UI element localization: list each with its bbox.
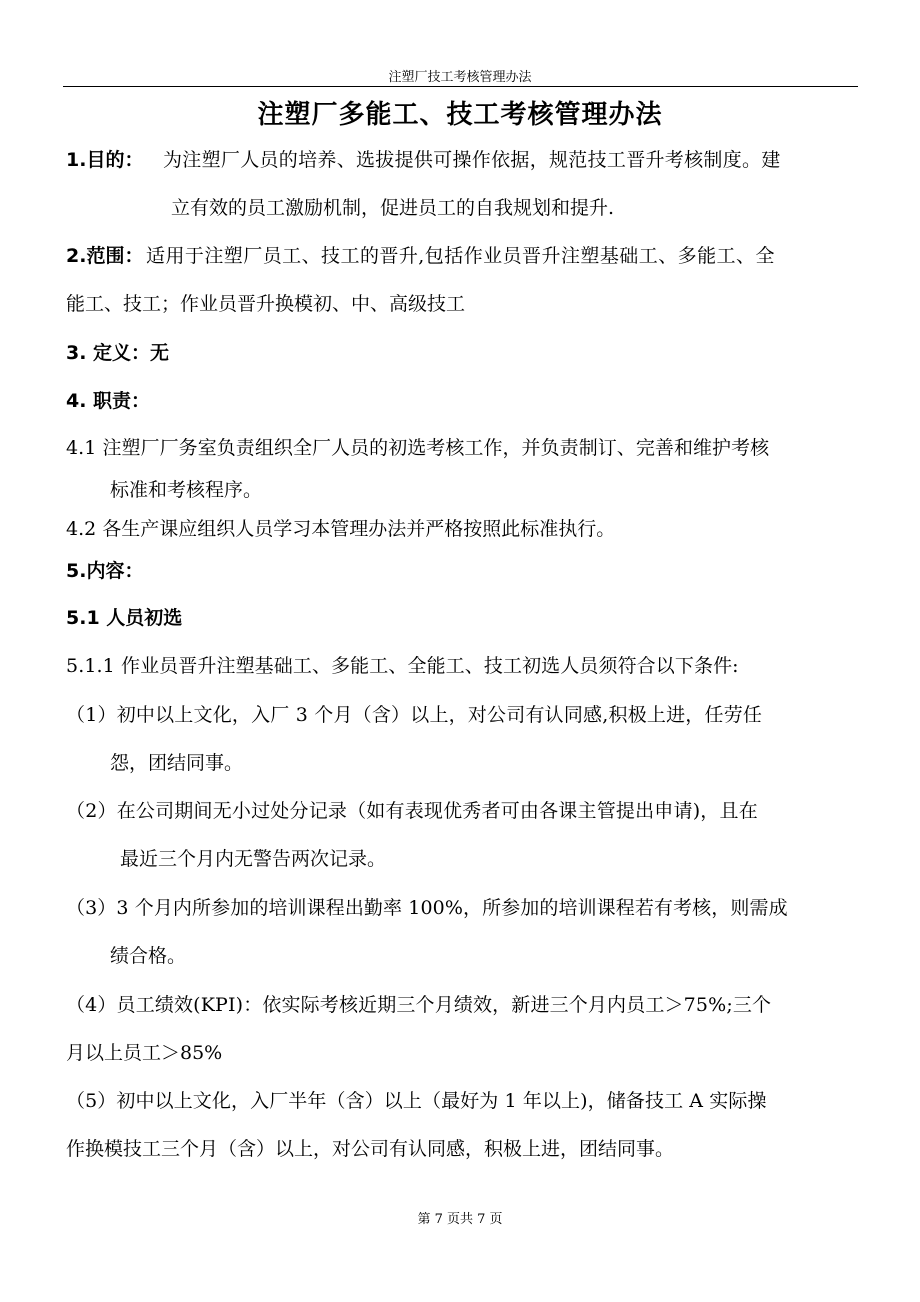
purpose-label: 1.目的：: [66, 149, 144, 171]
condition-5-line1: （5）初中以上文化，入厂半年（含）以上（最好为 1 年以上)，储备技工 A 实际操: [66, 1090, 767, 1112]
header-divider: [63, 86, 858, 87]
duties-item2: 4.2 各生产课应组织人员学习本管理办法并严格按照此标准执行。: [66, 518, 616, 540]
running-header: 注塑厂技工考核管理办法: [388, 70, 532, 85]
condition-2-line1: （2）在公司期间无小过处分记录（如有表现优秀者可由各课主管提出申请)，且在: [66, 800, 758, 822]
condition-3-line2: 绩合格。: [110, 945, 187, 967]
condition-3-line1: （3）3 个月内所参加的培训课程出勤率 100%，所参加的培训课程若有考核，则需成: [66, 897, 788, 919]
scope-text-line2: 能工、技工；作业员晋升换模初、中、高级技工: [66, 293, 466, 315]
condition-4-line2: 月以上员工＞85%: [66, 1042, 223, 1064]
content-label: 5.内容：: [66, 560, 144, 582]
condition-2-line2: 最近三个月内无警告两次记录。: [120, 848, 387, 870]
purpose-text-line1: 为注塑厂人员的培养、选拔提供可操作依据，规范技工晋升考核制度。建: [163, 149, 781, 171]
condition-5-line2: 作换模技工三个月（含）以上，对公司有认同感，积极上进，团结同事。: [66, 1138, 675, 1160]
definition-label: 3. 定义：无: [66, 342, 170, 364]
document-title: 注塑厂多能工、技工考核管理办法: [257, 100, 663, 130]
condition-1-line2: 怨，团结同事。: [110, 752, 244, 774]
content-intro: 5.1.1 作业员晋升注塑基础工、多能工、全能工、技工初选人员须符合以下条件:: [66, 655, 739, 677]
condition-1-line1: （1）初中以上文化，入厂 3 个月（含）以上，对公司有认同感,积极上进，任劳任: [66, 704, 763, 726]
duties-item1-line2: 标准和考核程序。: [110, 479, 263, 501]
scope-label: 2.范围：: [66, 245, 144, 267]
purpose-text-line2: 立有效的员工激励机制，促进员工的自我规划和提升.: [171, 197, 615, 219]
duties-item1-line1: 4.1 注塑厂厂务室负责组织全厂人员的初选考核工作，并负责制订、完善和维护考核: [66, 437, 770, 459]
condition-4-line1: （4）员工绩效(KPI)：依实际考核近期三个月绩效，新进三个月内员工＞75%;三个: [66, 994, 772, 1016]
page-footer: 第 7 页共 7 页: [417, 1212, 503, 1227]
scope-text-line1: 适用于注塑厂员工、技工的晋升,包括作业员晋升注塑基础工、多能工、全: [146, 245, 775, 267]
content-sub1-label: 5.1 人员初选: [66, 607, 183, 629]
duties-label: 4. 职责：: [66, 390, 151, 412]
